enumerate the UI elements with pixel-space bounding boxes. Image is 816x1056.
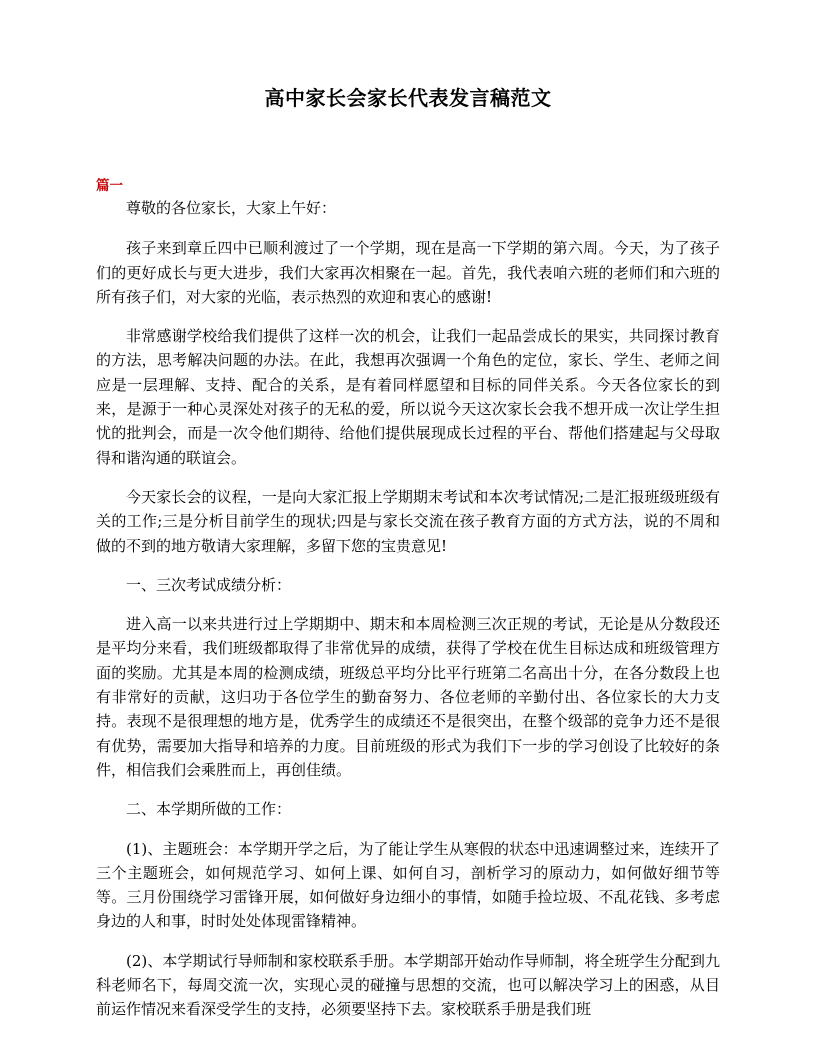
paragraph-thanks: 非常感谢学校给我们提供了这样一次的机会，让我们一起品尝成长的果实，共同探讨教育的方法，思考解决问题的办法。在此，我想再次强调一个角色的定位，家长、学生、老师之间应是一层理解、支持、配合的关系，是有着同样愿望和目标的同伴关系。今天各位家长的到来，是源于一种心灵深处对孩子的无私的爱，所以说今天这次家长会我不想开成一次让学生担忧的批判会，而是一次令他们期待、给他们提供展现成长过程的平台、帮他们搭建起与父母取得和谐沟通的联谊会。	[96, 327, 720, 467]
document-body	[96, 84, 720, 1037]
paragraph-welcome: 孩子来到章丘四中已顺利渡过了一个学期，现在是高一下学期的第六周。今天，为了孩子们的更好成长与更大进步，我们大家再次相聚在一起。首先，我代表咱六班的老师们和六班的所有孩子们，对大家的光临，表示热烈的欢迎和衷心的感谢!	[96, 239, 720, 306]
paragraph-exam-analysis: 进入高一以来共进行过上学期期中、期末和本周检测三次正规的考试，无论是从分数段还是平均分来看，我们班级都取得了非常优异的成绩，获得了学校在优生目标达成和班级管理方面的奖励。尤其是本周的检测成绩，班级总平均分比平行班第二名高出十分，在各分数段上也有非常好的贡献，这归功于各位学生的勤奋努力、各位老师的辛勤付出、各位家长的大力支持。表现不是很理想的地方是，优秀学生的成绩还不是很突出，在整个级部的竞争力还不是很有优势，需要加大指导和培养的力度。目前班级的形式为我们下一步的学习创设了比较好的条件，相信我们会乘胜而上，再创佳绩。	[96, 615, 720, 779]
paragraph-tutor-system: (2)、本学期试行导师制和家校联系手册。本学期部开始动作导师制，将全班学生分配到九科老师名下，每周交流一次，实现心灵的碰撞与思想的交流，也可以解决学习上的困惑，从目前运作情况来看深受学生的支持，必须要坚持下去。家校联系手册是我们班	[96, 951, 720, 1019]
heading-exam-analysis: 一、三次考试成绩分析：	[126, 575, 292, 594]
paragraph-agenda: 今天家长会的议程，一是向大家汇报上学期期末考试和本次考试情况;二是汇报班级班级有关的工作;三是分析目前学生的现状;四是与家长交流在孩子教育方面的方式方法，说的不周和做的不到的地方敬请大家理解，多留下您的宝贵意见!	[96, 487, 720, 555]
heading-semester-work: 二、本学期所做的工作：	[126, 800, 292, 819]
section-label: 篇一	[96, 178, 123, 194]
paragraph-greeting: 尊敬的各位家长，大家上午好：	[126, 199, 337, 217]
paragraph-theme-class-meeting: (1)、主题班会：本学期开学之后，为了能让学生从寒假的状态中迅速调整过来，连续开了三个主题班会，如何规范学习、如何上课、如何自习，剖析学习的原动力，如何做好细节等等。三月份围绕学习雷锋开展，如何做好身边细小的事情，如随手捡垃圾、不乱花钱、多考虑身边的人和事，时时处处体现雷锋精神。	[96, 839, 720, 931]
page-title: 高中家长会家长代表发言稿范文	[264, 86, 552, 110]
